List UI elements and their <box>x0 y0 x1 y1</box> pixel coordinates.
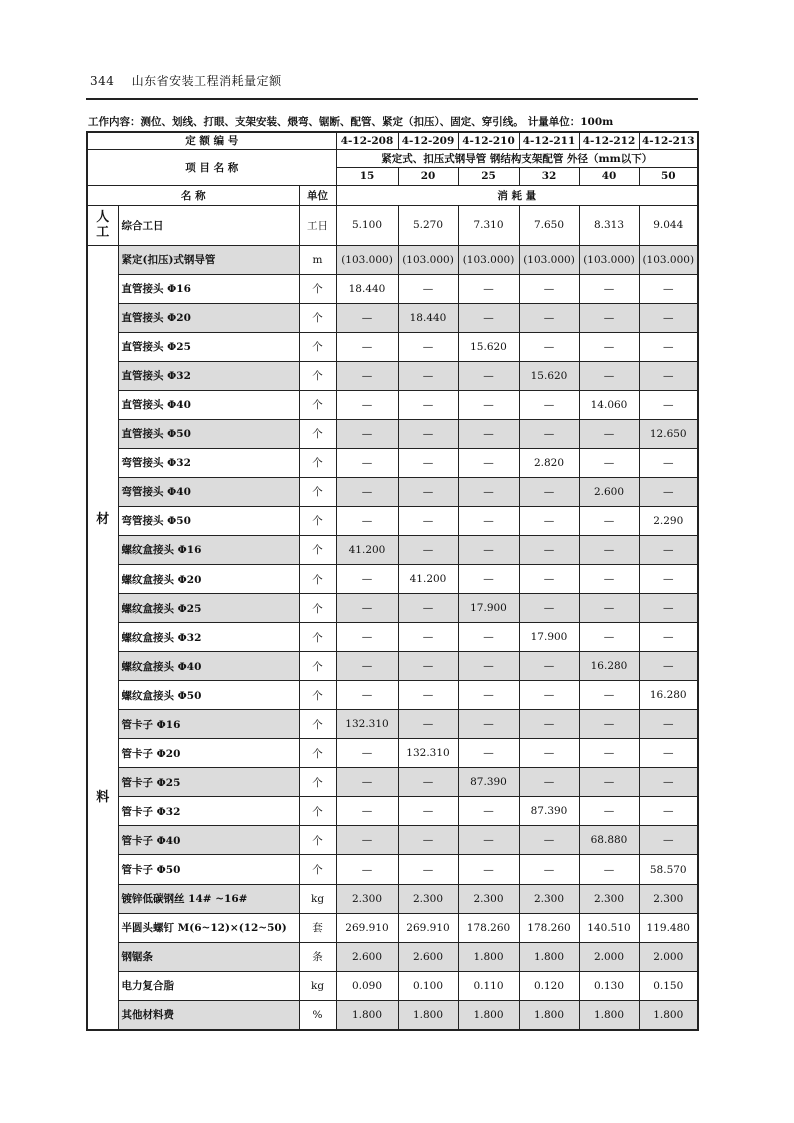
material-value: — <box>458 710 519 739</box>
material-value: — <box>398 477 458 506</box>
material-value: 2.300 <box>336 884 398 913</box>
material-value: — <box>519 681 579 710</box>
material-value: — <box>639 274 698 303</box>
material-value: — <box>336 623 398 652</box>
material-unit: 个 <box>299 681 336 710</box>
material-unit: 个 <box>299 477 336 506</box>
material-category-top: 材 <box>96 511 110 527</box>
material-row <box>87 303 698 332</box>
material-value: — <box>639 739 698 768</box>
material-name: 管卡子 Φ50 <box>118 855 299 884</box>
material-value: 0.090 <box>336 971 398 1000</box>
quota-code: 4-12-208 <box>336 132 398 149</box>
material-value: 2.300 <box>458 884 519 913</box>
material-value: 1.800 <box>398 1000 458 1029</box>
material-value: — <box>519 506 579 535</box>
material-value: 16.280 <box>639 681 698 710</box>
material-unit: m <box>299 245 336 274</box>
material-value: 119.480 <box>639 913 698 942</box>
material-value: — <box>579 739 639 768</box>
material-unit: 个 <box>299 274 336 303</box>
material-value: — <box>336 768 398 797</box>
material-name: 管卡子 Φ40 <box>118 826 299 855</box>
material-value: — <box>458 623 519 652</box>
material-name: 直管接头 Φ25 <box>118 332 299 361</box>
material-value: — <box>639 477 698 506</box>
quota-code: 4-12-210 <box>458 132 519 149</box>
material-value: — <box>398 419 458 448</box>
material-row <box>87 332 698 361</box>
material-value: — <box>519 565 579 594</box>
material-value: — <box>336 506 398 535</box>
material-row <box>87 535 698 564</box>
material-unit: 个 <box>299 652 336 681</box>
material-value: — <box>639 303 698 332</box>
material-name: 螺纹盒接头 Φ16 <box>118 535 299 564</box>
material-value: — <box>639 826 698 855</box>
material-value: — <box>639 390 698 419</box>
material-value: 1.800 <box>639 1000 698 1029</box>
material-value: — <box>519 477 579 506</box>
material-value: 58.570 <box>639 855 698 884</box>
material-value: — <box>398 710 458 739</box>
material-row <box>87 623 698 652</box>
material-unit: 个 <box>299 768 336 797</box>
material-unit: 个 <box>299 710 336 739</box>
material-value: — <box>458 448 519 477</box>
material-value: — <box>398 448 458 477</box>
material-value: 2.820 <box>519 448 579 477</box>
material-value: — <box>458 477 519 506</box>
labor-value: 8.313 <box>579 205 639 245</box>
material-value: — <box>336 361 398 390</box>
material-unit: 个 <box>299 332 336 361</box>
material-unit: 个 <box>299 448 336 477</box>
material-row <box>87 710 698 739</box>
material-value: (103.000) <box>519 245 579 274</box>
material-value: 2.600 <box>579 477 639 506</box>
material-value: 140.510 <box>579 913 639 942</box>
labor-value: 7.650 <box>519 205 579 245</box>
group-title-row <box>87 149 698 167</box>
material-name: 管卡子 Φ25 <box>118 768 299 797</box>
material-value: — <box>398 797 458 826</box>
material-row <box>87 913 698 942</box>
material-value: — <box>519 652 579 681</box>
material-value: 18.440 <box>336 274 398 303</box>
material-value: — <box>519 739 579 768</box>
material-value: 12.650 <box>639 419 698 448</box>
material-value: 1.800 <box>458 942 519 971</box>
size-cell: 20 <box>398 167 458 185</box>
material-value: — <box>579 623 639 652</box>
material-value: — <box>519 332 579 361</box>
material-name: 螺纹盒接头 Φ32 <box>118 623 299 652</box>
material-value: — <box>639 768 698 797</box>
material-row <box>87 419 698 448</box>
material-unit: 个 <box>299 797 336 826</box>
material-value: — <box>398 681 458 710</box>
quota-code: 4-12-209 <box>398 132 458 149</box>
material-value: — <box>639 594 698 623</box>
material-value: 1.800 <box>519 942 579 971</box>
material-value: — <box>458 535 519 564</box>
work-content <box>88 114 696 129</box>
size-cell: 32 <box>519 167 579 185</box>
material-value: 178.260 <box>458 913 519 942</box>
material-value: 2.300 <box>579 884 639 913</box>
material-row <box>87 739 698 768</box>
labor-value: 5.100 <box>336 205 398 245</box>
material-value: — <box>398 594 458 623</box>
material-value: 15.620 <box>519 361 579 390</box>
material-name: 管卡子 Φ16 <box>118 710 299 739</box>
material-value: 17.900 <box>519 623 579 652</box>
material-name: 螺纹盒接头 Φ50 <box>118 681 299 710</box>
material-unit: 个 <box>299 361 336 390</box>
material-row <box>87 245 698 274</box>
material-name: 弯管接头 Φ40 <box>118 477 299 506</box>
material-unit: 个 <box>299 303 336 332</box>
material-value: 269.910 <box>336 913 398 942</box>
material-value: — <box>336 332 398 361</box>
material-value: 1.800 <box>336 1000 398 1029</box>
column-header-row <box>87 185 698 205</box>
material-value: — <box>519 768 579 797</box>
page-header <box>90 72 696 89</box>
material-row <box>87 797 698 826</box>
material-value: 2.290 <box>639 506 698 535</box>
material-value: — <box>458 652 519 681</box>
material-value: — <box>519 303 579 332</box>
work-content-text: 工作内容：测位、划线、打眼、支架安装、煨弯、锯断、配管、紧定（扣压）、固定、穿引线。 <box>88 116 524 128</box>
material-name: 弯管接头 Φ32 <box>118 448 299 477</box>
material-value: — <box>579 419 639 448</box>
column-unit-header: 单位 <box>299 185 336 205</box>
material-value: 15.620 <box>458 332 519 361</box>
material-value: — <box>458 855 519 884</box>
material-unit: 个 <box>299 739 336 768</box>
material-row <box>87 971 698 1000</box>
material-value: — <box>579 506 639 535</box>
material-value: 132.310 <box>398 739 458 768</box>
labor-name: 综合工日 <box>118 205 299 245</box>
material-value: — <box>579 274 639 303</box>
material-value: — <box>458 361 519 390</box>
size-cell: 40 <box>579 167 639 185</box>
labor-value: 7.310 <box>458 205 519 245</box>
material-unit: kg <box>299 971 336 1000</box>
material-value: — <box>519 274 579 303</box>
material-value: — <box>519 710 579 739</box>
labor-unit: 工日 <box>299 205 336 245</box>
material-value: 2.600 <box>336 942 398 971</box>
material-row <box>87 1000 698 1029</box>
material-row <box>87 506 698 535</box>
material-value: — <box>458 506 519 535</box>
material-unit: 个 <box>299 390 336 419</box>
material-row <box>87 768 698 797</box>
material-row <box>87 681 698 710</box>
quota-code: 4-12-212 <box>579 132 639 149</box>
material-value: — <box>639 652 698 681</box>
material-value: — <box>336 448 398 477</box>
material-name: 直管接头 Φ32 <box>118 361 299 390</box>
material-value: — <box>458 565 519 594</box>
material-value: (103.000) <box>639 245 698 274</box>
item-name-label: 项 目 名 称 <box>87 149 336 185</box>
material-unit: 个 <box>299 506 336 535</box>
material-value: — <box>639 710 698 739</box>
page-number: 344 <box>90 74 115 88</box>
material-value: 269.910 <box>398 913 458 942</box>
book-title: 山东省安装工程消耗量定额 <box>131 74 282 88</box>
material-value: — <box>458 303 519 332</box>
material-value: 1.800 <box>519 1000 579 1029</box>
material-unit: 个 <box>299 594 336 623</box>
material-value: 2.600 <box>398 942 458 971</box>
material-unit: 个 <box>299 826 336 855</box>
material-value: — <box>579 681 639 710</box>
material-unit: 个 <box>299 419 336 448</box>
material-row <box>87 274 698 303</box>
material-unit: % <box>299 1000 336 1029</box>
material-value: 2.000 <box>579 942 639 971</box>
material-value: — <box>336 419 398 448</box>
material-value: — <box>336 739 398 768</box>
material-unit: kg <box>299 884 336 913</box>
material-value: — <box>519 855 579 884</box>
material-value: 87.390 <box>458 768 519 797</box>
material-value: 2.300 <box>398 884 458 913</box>
material-value: — <box>639 332 698 361</box>
material-value: — <box>458 681 519 710</box>
material-value: — <box>336 681 398 710</box>
material-value: — <box>519 535 579 564</box>
material-value: — <box>458 797 519 826</box>
material-name: 半圆头螺钉 M(6~12)×(12~50) <box>118 913 299 942</box>
material-name: 直管接头 Φ40 <box>118 390 299 419</box>
material-row <box>87 884 698 913</box>
material-unit: 条 <box>299 942 336 971</box>
material-value: 87.390 <box>519 797 579 826</box>
material-value: — <box>336 855 398 884</box>
material-value: — <box>458 826 519 855</box>
material-value: — <box>458 274 519 303</box>
material-name: 紧定(扣压)式钢导管 <box>118 245 299 274</box>
material-row <box>87 652 698 681</box>
material-value: 41.200 <box>398 565 458 594</box>
material-name: 螺纹盒接头 Φ25 <box>118 594 299 623</box>
material-value: — <box>519 594 579 623</box>
material-value: 18.440 <box>398 303 458 332</box>
column-consumption-header: 消 耗 量 <box>336 185 698 205</box>
material-value: — <box>398 361 458 390</box>
material-category <box>87 245 118 1030</box>
column-name-header: 名 称 <box>87 185 299 205</box>
labor-value: 9.044 <box>639 205 698 245</box>
material-value: — <box>398 826 458 855</box>
labor-row <box>87 205 698 245</box>
material-row <box>87 826 698 855</box>
material-value: 0.150 <box>639 971 698 1000</box>
material-value: 14.060 <box>579 390 639 419</box>
material-value: 68.880 <box>579 826 639 855</box>
material-row <box>87 390 698 419</box>
material-value: 0.120 <box>519 971 579 1000</box>
material-value: 178.260 <box>519 913 579 942</box>
material-value: 2.300 <box>639 884 698 913</box>
labor-category <box>87 205 118 245</box>
material-name: 镀锌低碳钢丝 14# ~16# <box>118 884 299 913</box>
material-value: 41.200 <box>336 535 398 564</box>
material-name: 其他材料费 <box>118 1000 299 1029</box>
material-row <box>87 361 698 390</box>
material-value: — <box>639 797 698 826</box>
material-row <box>87 594 698 623</box>
material-value: 132.310 <box>336 710 398 739</box>
material-value: — <box>398 768 458 797</box>
material-value: — <box>398 652 458 681</box>
header-rule <box>86 98 698 100</box>
material-value: 0.110 <box>458 971 519 1000</box>
material-value: — <box>398 390 458 419</box>
material-value: — <box>458 419 519 448</box>
measurement-unit: 计量单位：100m <box>527 116 614 128</box>
material-row <box>87 448 698 477</box>
material-value: — <box>398 274 458 303</box>
size-cell: 25 <box>458 167 519 185</box>
material-name: 弯管接头 Φ50 <box>118 506 299 535</box>
material-unit: 个 <box>299 855 336 884</box>
material-name: 螺纹盒接头 Φ40 <box>118 652 299 681</box>
material-name: 钢锯条 <box>118 942 299 971</box>
material-value: — <box>336 390 398 419</box>
labor-value: 5.270 <box>398 205 458 245</box>
material-value: — <box>336 797 398 826</box>
material-value: — <box>336 303 398 332</box>
material-value: — <box>336 477 398 506</box>
material-unit: 套 <box>299 913 336 942</box>
material-value: 1.800 <box>579 1000 639 1029</box>
material-value: — <box>398 855 458 884</box>
material-name: 螺纹盒接头 Φ20 <box>118 565 299 594</box>
material-value: — <box>398 535 458 564</box>
material-unit: 个 <box>299 565 336 594</box>
material-value: 2.000 <box>639 942 698 971</box>
quota-code: 4-12-213 <box>639 132 698 149</box>
material-value: (103.000) <box>398 245 458 274</box>
group-title: 紧定式、扣压式钢导管 钢结构支架配管 外径（mm以下） <box>336 149 698 167</box>
material-value: 17.900 <box>458 594 519 623</box>
material-value: — <box>579 855 639 884</box>
material-row <box>87 942 698 971</box>
material-value: — <box>579 535 639 564</box>
quota-code-label: 定 额 编 号 <box>87 132 336 149</box>
material-value: — <box>579 797 639 826</box>
material-value: (103.000) <box>336 245 398 274</box>
quota-code: 4-12-211 <box>519 132 579 149</box>
material-value: — <box>458 739 519 768</box>
material-value: (103.000) <box>579 245 639 274</box>
material-name: 直管接头 Φ16 <box>118 274 299 303</box>
material-name: 直管接头 Φ50 <box>118 419 299 448</box>
material-row <box>87 855 698 884</box>
material-value: 16.280 <box>579 652 639 681</box>
material-name: 管卡子 Φ20 <box>118 739 299 768</box>
material-value: — <box>579 768 639 797</box>
material-value: — <box>398 506 458 535</box>
material-value: — <box>519 419 579 448</box>
material-value: — <box>639 623 698 652</box>
material-value: — <box>336 565 398 594</box>
material-value: — <box>639 565 698 594</box>
labor-category-label: 人工 <box>96 210 110 240</box>
material-value: — <box>519 826 579 855</box>
material-unit: 个 <box>299 623 336 652</box>
material-value: 0.130 <box>579 971 639 1000</box>
material-value: 0.100 <box>398 971 458 1000</box>
material-name: 电力复合脂 <box>118 971 299 1000</box>
material-value: — <box>579 710 639 739</box>
material-value: 2.300 <box>519 884 579 913</box>
material-value: — <box>336 826 398 855</box>
material-value: — <box>398 332 458 361</box>
size-cell: 15 <box>336 167 398 185</box>
size-cell: 50 <box>639 167 698 185</box>
material-row <box>87 477 698 506</box>
material-value: — <box>639 448 698 477</box>
quota-code-row <box>87 132 698 149</box>
material-value: — <box>519 390 579 419</box>
material-name: 管卡子 Φ32 <box>118 797 299 826</box>
material-value: — <box>579 565 639 594</box>
material-row <box>87 565 698 594</box>
material-value: — <box>579 448 639 477</box>
material-value: — <box>336 594 398 623</box>
material-value: — <box>639 535 698 564</box>
material-unit: 个 <box>299 535 336 564</box>
material-value: — <box>579 361 639 390</box>
material-value: (103.000) <box>458 245 519 274</box>
material-value: — <box>579 332 639 361</box>
material-value: — <box>579 303 639 332</box>
quota-table <box>86 131 699 1031</box>
material-value: — <box>579 594 639 623</box>
material-value: 1.800 <box>458 1000 519 1029</box>
material-value: — <box>336 652 398 681</box>
material-value: — <box>398 623 458 652</box>
material-value: — <box>639 361 698 390</box>
material-category-bottom: 料 <box>96 789 110 805</box>
material-name: 直管接头 Φ20 <box>118 303 299 332</box>
material-value: — <box>458 390 519 419</box>
